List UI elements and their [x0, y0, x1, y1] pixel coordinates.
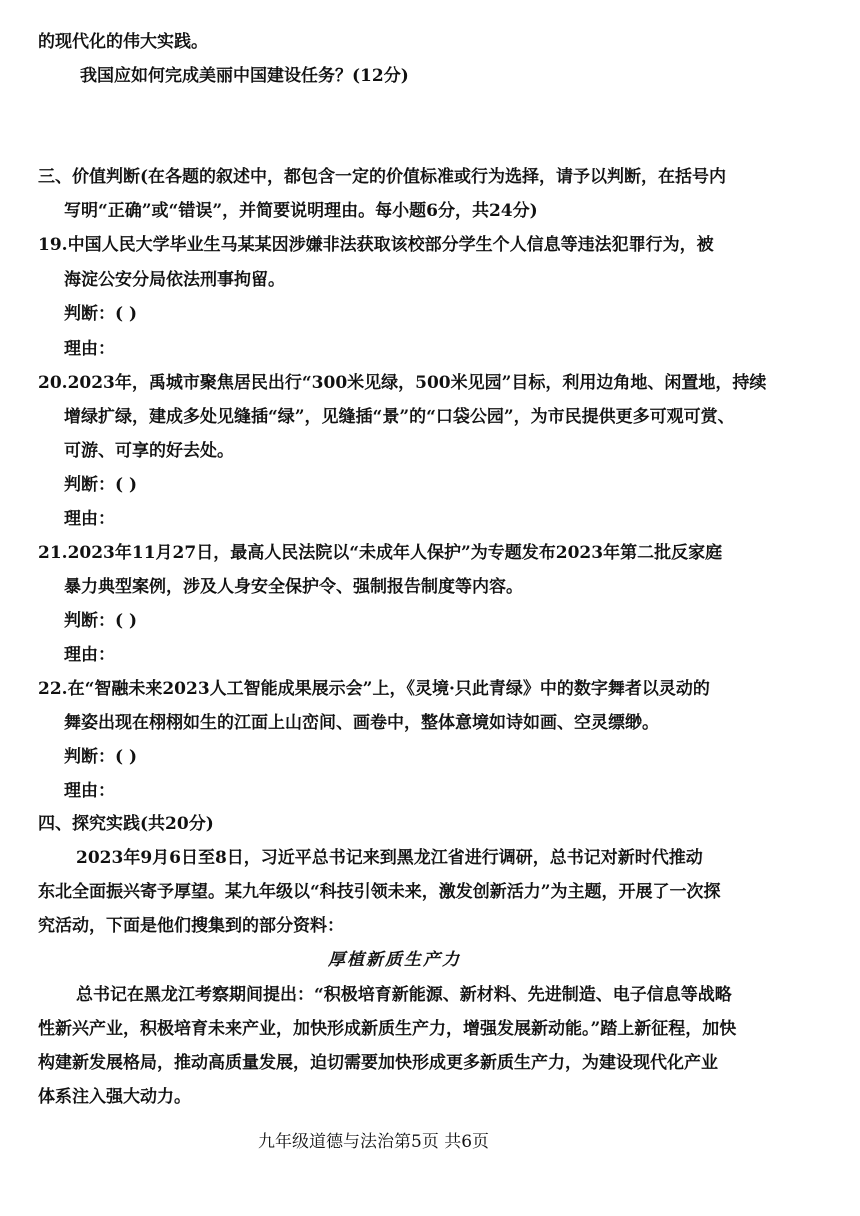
section4-para1-line1: 2023年9月6日至8日，习近平总书记来到黑龙江省进行调研，总书记对新时代推动	[76, 848, 703, 868]
q20-line-2: 增绿扩绿，建成多处见缝插“绿”，见缝插“景”的“口袋公园”，为市民提供更多可观可赏、	[64, 407, 735, 427]
top-question: 我国应如何完成美丽中国建设任务？(12分)	[80, 66, 409, 86]
q20-line-1: 20.2023年，禹城市聚焦居民出行“300米见绿，500米见园”目标，利用边角地、闲置地，持续	[38, 373, 767, 393]
q21-judge: 判断：( )	[64, 611, 138, 631]
q21-line-2: 暴力典型案例，涉及人身安全保护令、强制报告制度等内容。	[64, 577, 523, 597]
section4-para2-line4: 体系注入强大动力。	[38, 1087, 191, 1107]
material-subheading: 厚植新质生产力	[328, 950, 461, 970]
section3-title: 三、价值判断(在各题的叙述中，都包含一定的价值标准或行为选择，请予以判断，在括号内	[38, 167, 727, 187]
q19-reason: 理由：	[64, 339, 115, 359]
q20-line-3: 可游、可享的好去处。	[64, 441, 234, 461]
q22-line-1: 22.在“智融未来2023人工智能成果展示会”上，《灵境·只此青绿》中的数字舞者以灵动的	[38, 679, 710, 699]
section4-title: 四、探究实践(共20分)	[38, 814, 214, 834]
top-line-1: 的现代化的伟大实践。	[38, 32, 208, 52]
section3-title-cont: 写明“正确”或“错误”，并简要说明理由。每小题6分，共24分)	[64, 201, 538, 221]
q19-judge: 判断：( )	[64, 304, 138, 324]
q20-judge: 判断：( )	[64, 475, 138, 495]
q22-line-2: 舞姿出现在栩栩如生的江面上山峦间、画卷中，整体意境如诗如画、空灵缥缈。	[64, 713, 659, 733]
q20-reason: 理由：	[64, 509, 115, 529]
section4-para2-line3: 构建新发展格局，推动高质量发展，迫切需要加快形成更多新质生产力，为建设现代化产业	[38, 1053, 718, 1073]
q19-line-2: 海淀公安分局依法刑事拘留。	[64, 270, 285, 290]
section4-para2-line1: 总书记在黑龙江考察期间提出：“积极培育新能源、新材料、先进制造、电子信息等战略	[76, 985, 732, 1005]
page-footer: 九年级道德与法治第5页 共6页	[258, 1132, 490, 1152]
q22-reason: 理由：	[64, 781, 115, 801]
section4-para2-line2: 性新兴产业，积极培育未来产业，加快形成新质生产力，增强发展新动能。”踏上新征程，加快	[38, 1019, 737, 1039]
q22-judge: 判断：( )	[64, 747, 138, 767]
section4-para1-line3: 究活动，下面是他们搜集到的部分资料：	[38, 916, 344, 936]
q21-line-1: 21.2023年11月27日，最高人民法院以“未成年人保护”为专题发布2023年第二批反家庭	[38, 543, 723, 563]
q21-reason: 理由：	[64, 645, 115, 665]
q19-line-1: 19.中国人民大学毕业生马某某因涉嫌非法获取该校部分学生个人信息等违法犯罪行为，被	[38, 235, 714, 255]
section4-para1-line2: 东北全面振兴寄予厚望。某九年级以“科技引领未来，激发创新活力”为主题，开展了一次探	[38, 882, 721, 902]
